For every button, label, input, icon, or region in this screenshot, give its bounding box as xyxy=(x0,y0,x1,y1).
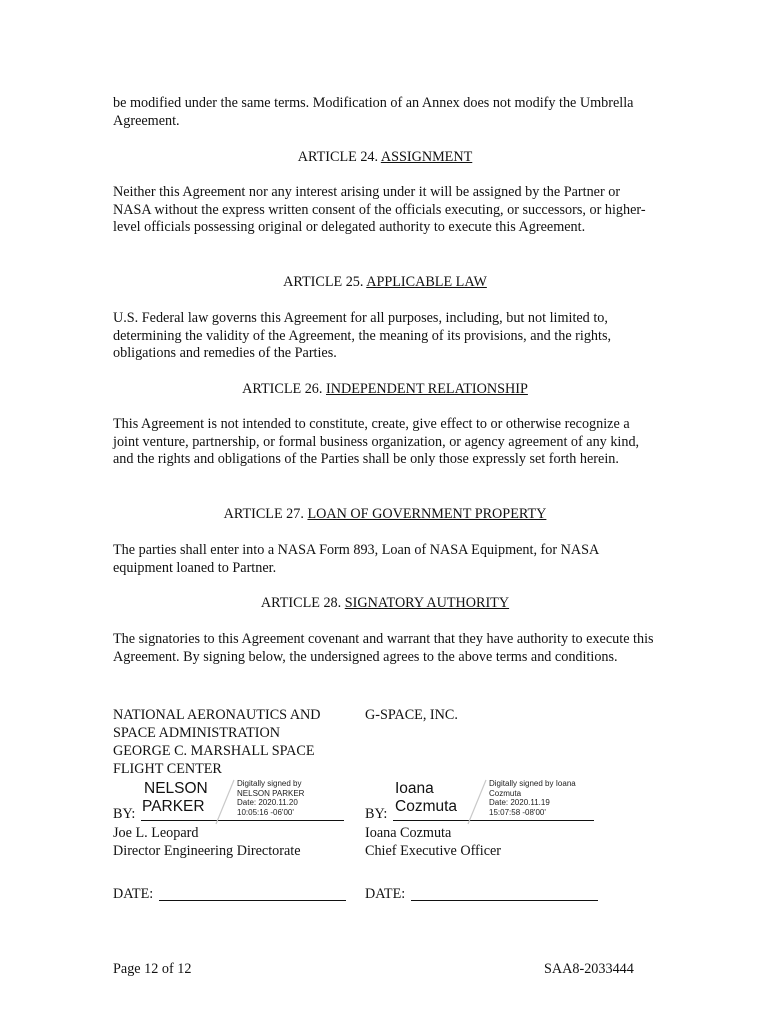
nasa-org-line: FLIGHT CENTER xyxy=(113,761,222,777)
article-24-label: ARTICLE 24. xyxy=(297,149,379,165)
gspace-signer-name: Ioana Cozmuta xyxy=(365,825,452,841)
nasa-digital-signature-meta: Digitally signed by NELSON PARKER Date: 2020.11.20 10:05:16 -06'00' xyxy=(237,779,305,817)
gspace-by-label: BY: xyxy=(365,806,388,822)
nasa-signer-title: Director Engineering Directorate xyxy=(113,843,301,859)
article-27-title: LOAN OF GOVERNMENT PROPERTY xyxy=(307,506,547,522)
nasa-signer-info xyxy=(113,824,363,860)
article-24-body: Neither this Agreement nor any interest arising under it will be assigned by the Partner or NASA without the express written consent of the officials executing, or successors, or higher- level officials possessing original or delegated authority to execute this Agreement. xyxy=(113,184,646,236)
article-28-label: ARTICLE 28. xyxy=(260,595,342,611)
article-24-title: ASSIGNMENT xyxy=(380,149,473,165)
article-25-body: U.S. Federal law governs this Agreement for all purposes, including, but not limited to, determining the validity of the Agreement, the meaning of its provisions, and the rights, obligations and remedies of the Parties. xyxy=(113,310,612,362)
document-id: SAA8-2033444 xyxy=(544,961,634,977)
article-26-label: ARTICLE 26. xyxy=(242,381,323,397)
article-24-heading xyxy=(0,149,770,166)
gspace-signature-rule xyxy=(393,820,594,821)
article-26-body: This Agreement is not intended to constitute, create, give effect to or otherwise recognize a joint venture, partnership, or formal business organization, or agency agreement of any kind, and the rights and obligations of the Parties shall be only those expressly set forth herein. xyxy=(113,416,640,468)
nasa-org-line: SPACE ADMINISTRATION xyxy=(113,725,280,741)
gspace-digital-signature-name: Ioana xyxy=(395,780,434,797)
gspace-signatory-org xyxy=(365,706,615,724)
gspace-digital-signature-name-2: Cozmuta xyxy=(395,798,458,815)
nasa-by-label: BY: xyxy=(113,806,136,822)
nasa-date-rule xyxy=(159,900,346,901)
page-number: Page 12 of 12 xyxy=(113,961,192,977)
article-26-heading xyxy=(0,381,770,398)
gspace-signature-stroke-icon xyxy=(466,778,488,826)
article-25-title: APPLICABLE LAW xyxy=(366,274,487,290)
intro-paragraph: be modified under the same terms. Modification of an Annex does not modify the Umbrella Agreement. xyxy=(113,95,634,129)
article-28-heading xyxy=(0,595,770,612)
gspace-signer-title: Chief Executive Officer xyxy=(365,843,502,859)
gspace-org-line: G-SPACE, INC. xyxy=(365,707,458,723)
gspace-signer-info xyxy=(365,824,615,860)
article-27-heading xyxy=(0,506,770,523)
nasa-digital-signature-name-2: PARKER xyxy=(142,798,205,815)
article-26-title: INDEPENDENT RELATIONSHIP xyxy=(325,381,528,397)
gspace-digital-signature-meta: Digitally signed by Ioana Cozmuta Date: 2020.11.19 15:07:58 -08'00' xyxy=(489,779,576,817)
article-27-body: The parties shall enter into a NASA Form 893, Loan of NASA Equipment, for NASA equipment loaned to Partner. xyxy=(113,542,599,576)
gspace-date-line[interactable] xyxy=(365,880,599,900)
nasa-date-line[interactable] xyxy=(113,880,347,900)
nasa-date-label: DATE: xyxy=(113,886,154,902)
article-28-body: The signatories to this Agreement covenant and warrant that they have authority to execute this Agreement. By signing below, the undersigned agrees to the above terms and conditions. xyxy=(113,631,654,665)
article-28-title: SIGNATORY AUTHORITY xyxy=(344,595,510,611)
nasa-signature-rule xyxy=(141,820,344,821)
nasa-org-line: NATIONAL AERONAUTICS AND xyxy=(113,707,321,723)
nasa-org-line: GEORGE C. MARSHALL SPACE xyxy=(113,743,315,759)
article-25-label: ARTICLE 25. xyxy=(283,274,364,290)
nasa-signer-name: Joe L. Leopard xyxy=(113,825,199,841)
nasa-digital-signature-name: NELSON xyxy=(144,780,208,797)
gspace-date-rule xyxy=(411,900,598,901)
gspace-date-label: DATE: xyxy=(365,886,406,902)
nasa-signature-stroke-icon xyxy=(214,778,236,826)
article-25-heading xyxy=(0,274,770,291)
article-27-label: ARTICLE 27. xyxy=(223,506,304,522)
nasa-signatory-org xyxy=(113,706,363,778)
